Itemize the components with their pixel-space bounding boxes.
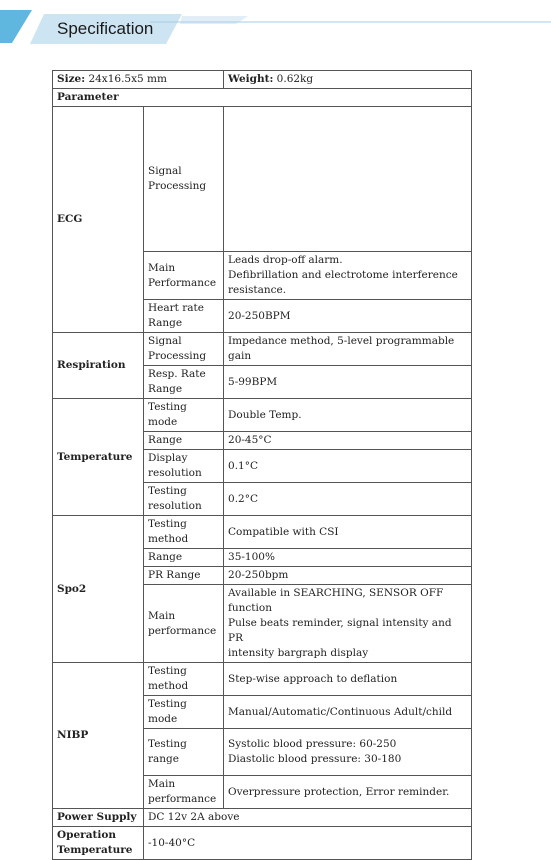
text-line: Pulse beats reminder, signal intensity and PR <box>228 617 452 644</box>
spo2-main-performance-value <box>224 585 472 663</box>
nibp-testing-range-value <box>224 729 472 776</box>
spo2-range-label: Range <box>144 549 224 567</box>
nibp-testing-mode-value: Manual/Automatic/Continuous Adult/child <box>224 696 472 729</box>
nibp-testing-method-label: Testing method <box>144 663 224 696</box>
spo2-pr-range-value: 20-250bpm <box>224 567 472 585</box>
respiration-signal-processing-value <box>224 333 472 366</box>
respiration-rate-label <box>144 366 224 399</box>
text-line: Range <box>148 317 183 329</box>
temperature-range-label: Range <box>144 432 224 450</box>
text-line: gain <box>228 350 252 362</box>
weight-value: 0.62kg <box>276 73 314 85</box>
banner-accent-left <box>0 10 32 43</box>
text-line: Available in SEARCHING, SENSOR OFF function <box>228 587 444 614</box>
table-row <box>53 399 472 432</box>
text-line: Systolic blood pressure: 60-250 <box>228 738 397 750</box>
table-row <box>53 663 472 696</box>
nibp-group-label: NIBP <box>53 663 144 809</box>
ecg-signal-processing-value <box>224 107 472 252</box>
spo2-pr-range-label: PR Range <box>144 567 224 585</box>
ecg-main-performance-label: Main Performance <box>144 252 224 300</box>
temperature-testing-mode-value: Double Temp. <box>224 399 472 432</box>
nibp-testing-method-value: Step-wise approach to deflation <box>224 663 472 696</box>
nibp-testing-range-label: Testing range <box>144 729 224 776</box>
ecg-signal-processing-label: Signal Processing <box>144 107 224 252</box>
operation-temperature-label: Operation Temperature <box>53 827 144 860</box>
temperature-group-label: Temperature <box>53 399 144 516</box>
ecg-main-performance-value <box>224 252 472 300</box>
table-row <box>53 827 472 860</box>
table-row <box>53 89 472 107</box>
power-supply-label: Power Supply <box>53 809 144 827</box>
text-line: Range <box>148 383 183 395</box>
text-line: Defibrillation and electrotome interference <box>228 269 458 281</box>
table-row <box>53 71 472 89</box>
weight-label: Weight: <box>228 73 274 85</box>
size-label: Size: <box>57 73 86 85</box>
banner-accent-right <box>180 16 248 24</box>
page-title: Specification <box>57 19 154 38</box>
text-line: Leads drop-off alarm. <box>228 254 343 266</box>
respiration-rate-value: 5-99BPM <box>224 366 472 399</box>
text-line: resistance. <box>228 284 287 296</box>
ecg-group-label: ECG <box>53 107 144 333</box>
ecg-heart-rate-label <box>144 300 224 333</box>
power-supply-value: DC 12v 2A above <box>144 809 472 827</box>
temperature-testing-resolution-value: 0.2°C <box>224 483 472 516</box>
spo2-range-value: 35-100% <box>224 549 472 567</box>
table-row <box>53 107 472 252</box>
size-value: 24x16.5x5 mm <box>88 73 167 85</box>
operation-temperature-value: -10-40°C <box>144 827 472 860</box>
table-row <box>53 516 472 549</box>
nibp-main-performance-value: Overpressure protection, Error reminder. <box>224 776 472 809</box>
spo2-testing-method-label: Testing method <box>144 516 224 549</box>
table-row <box>53 333 472 366</box>
respiration-signal-processing-label: Signal Processing <box>144 333 224 366</box>
temperature-display-resolution-label: Display resolution <box>144 450 224 483</box>
temperature-testing-resolution-label: Testing resolution <box>144 483 224 516</box>
spo2-group-label: Spo2 <box>53 516 144 663</box>
spo2-main-performance-label: Main performance <box>144 585 224 663</box>
nibp-main-performance-label: Main performance <box>144 776 224 809</box>
weight-cell <box>224 71 472 89</box>
temperature-testing-mode-label: Testing mode <box>144 399 224 432</box>
size-cell <box>53 71 224 89</box>
header-banner <box>0 0 551 60</box>
text-line: Heart rate <box>148 302 204 314</box>
nibp-testing-mode-label: Testing mode <box>144 696 224 729</box>
text-line: intensity bargraph display <box>228 647 369 659</box>
text-line: Diastolic blood pressure: 30-180 <box>228 753 402 765</box>
text-line: Impedance method, 5-level programmable <box>228 335 455 347</box>
ecg-heart-rate-value: 20-250BPM <box>224 300 472 333</box>
temperature-range-value: 20-45°C <box>224 432 472 450</box>
specification-table <box>52 70 472 860</box>
spo2-testing-method-value: Compatible with CSI <box>224 516 472 549</box>
respiration-group-label: Respiration <box>53 333 144 399</box>
text-line: Resp. Rate <box>148 368 206 380</box>
parameter-heading: Parameter <box>53 89 472 107</box>
temperature-display-resolution-value: 0.1°C <box>224 450 472 483</box>
table-row <box>53 809 472 827</box>
